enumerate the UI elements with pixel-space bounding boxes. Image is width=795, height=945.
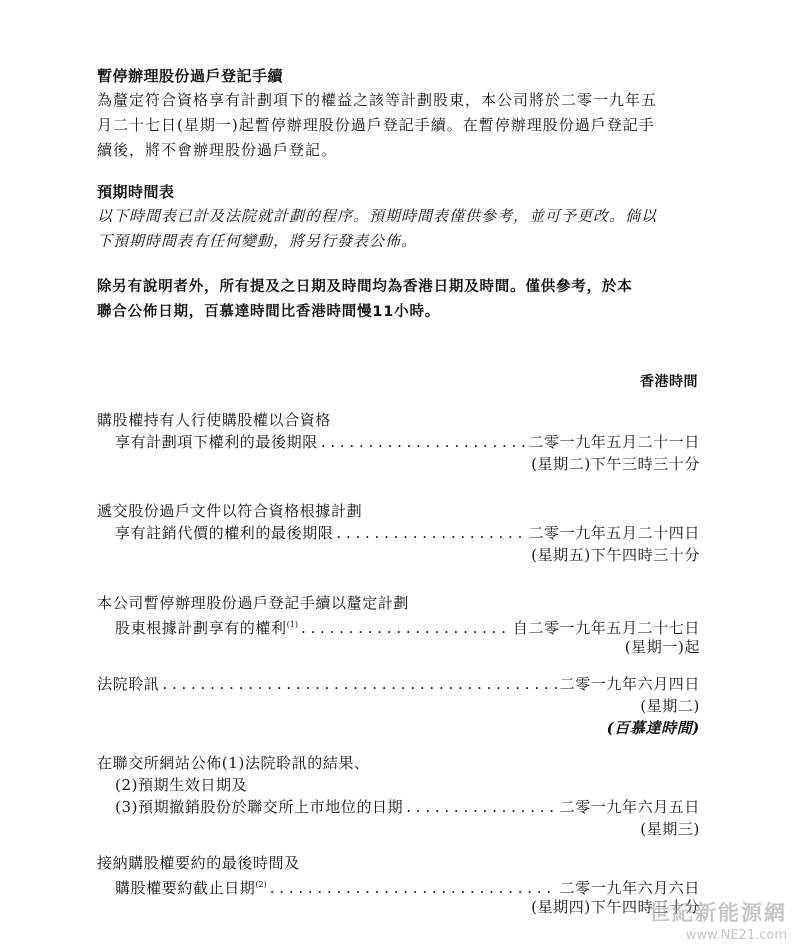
leader-dots (336, 522, 525, 544)
entry-time: (星期四)下午四時三十分 (531, 898, 700, 916)
entry-date: 二零一九年六月六日 (559, 879, 700, 897)
section-heading-timetable: 預期時間表 (97, 183, 175, 201)
paragraph-line: 為釐定符合資格享有計劃項下的權益之該等計劃股東，本公司將於二零一九年五 (97, 91, 658, 109)
timetable-italic-note (97, 204, 702, 254)
entry-event: 購股權持有人行使購股權以合資格 (97, 411, 332, 429)
entry-event-cont: 享有註銷代價的權利的最後期限 (115, 524, 334, 542)
paragraph-line: 以下時間表已計及法院就計劃的程序。預期時間表僅供參考，並可予更改。倘以 (97, 207, 658, 225)
timetable-entry (97, 852, 700, 918)
entry-date: 自二零一九年五月二十七日 (512, 619, 700, 637)
footnote-ref: (1) (286, 620, 298, 629)
paragraph-line: 續後，將不會辦理股份過戶登記。 (97, 141, 338, 159)
book-closure-paragraph (97, 88, 702, 163)
leader-dots (321, 431, 526, 453)
timetable-bold-note (97, 275, 702, 325)
watermark-url: www.NE21.com (685, 928, 787, 943)
entry-event-cont: 股東根據計劃享有的權利 (115, 619, 287, 637)
entry-event-cont: 享有計劃項下權利的最後期限 (115, 433, 318, 451)
paragraph-line: 下預期時間表有任何變動，將另行發表公佈。 (97, 232, 418, 250)
section-heading-book-closure: 暫停辦理股份過戶登記手續 (97, 67, 284, 85)
entry-event: 本公司暫停辦理股份過戶登記手續以釐定計劃 (97, 594, 410, 612)
entry-weekday: (星期二) (640, 697, 700, 715)
entry-event: 遞交股份過戶文件以符合資格根據計劃 (97, 502, 363, 520)
leader-dots (162, 673, 556, 695)
entry-date: 二零一九年六月五日 (559, 798, 700, 816)
entry-date: 二零一九年六月四日 (559, 675, 700, 693)
entry-time: (星期五)下午四時三十分 (531, 546, 700, 564)
entry-timezone-note: (百慕達時間) (606, 719, 700, 737)
leader-dots (406, 796, 556, 818)
entry-time: (星期一)起 (624, 638, 700, 656)
column-header-hk-time: 香港時間 (640, 374, 698, 390)
entry-event-cont: 購股權要約截止日期 (115, 879, 256, 897)
paragraph-line: 除另有說明者外，所有提及之日期及時間均為香港日期及時間。僅供參考，於本 (97, 279, 633, 295)
paragraph-line: 月二十七日(星期一)起暫停辦理股份過戶登記手續。在暫停辦理股份過戶登記手 (97, 116, 655, 134)
timetable-entry (97, 409, 700, 475)
timetable-entry (97, 673, 700, 739)
timetable-entry (97, 592, 700, 658)
entry-time: (星期二)下午三時三十分 (531, 455, 700, 473)
entry-event: 在聯交所網站公佈(1)法院聆訊的結果、 (97, 754, 370, 772)
paragraph-line: 聯合公佈日期，百慕達時間比香港時間慢11小時。 (97, 304, 441, 320)
entry-date: 二零一九年五月二十一日 (528, 433, 700, 451)
timetable-entry (97, 500, 700, 566)
entry-event: 法院聆訊 (97, 675, 160, 693)
entry-event-cont: (3)預期撤銷股份於聯交所上市地位的日期 (115, 798, 404, 816)
entry-event-cont: (2)預期生效日期及 (115, 776, 248, 794)
footnote-ref: (2) (255, 880, 267, 889)
watermark-logo: 世紀新能源網 (649, 901, 787, 925)
timetable-entry (97, 752, 700, 840)
entry-date: 二零一九年五月二十四日 (528, 524, 700, 542)
entry-event: 接納購股權要約的最後時間及 (97, 854, 300, 872)
entry-weekday: (星期三) (640, 820, 700, 838)
